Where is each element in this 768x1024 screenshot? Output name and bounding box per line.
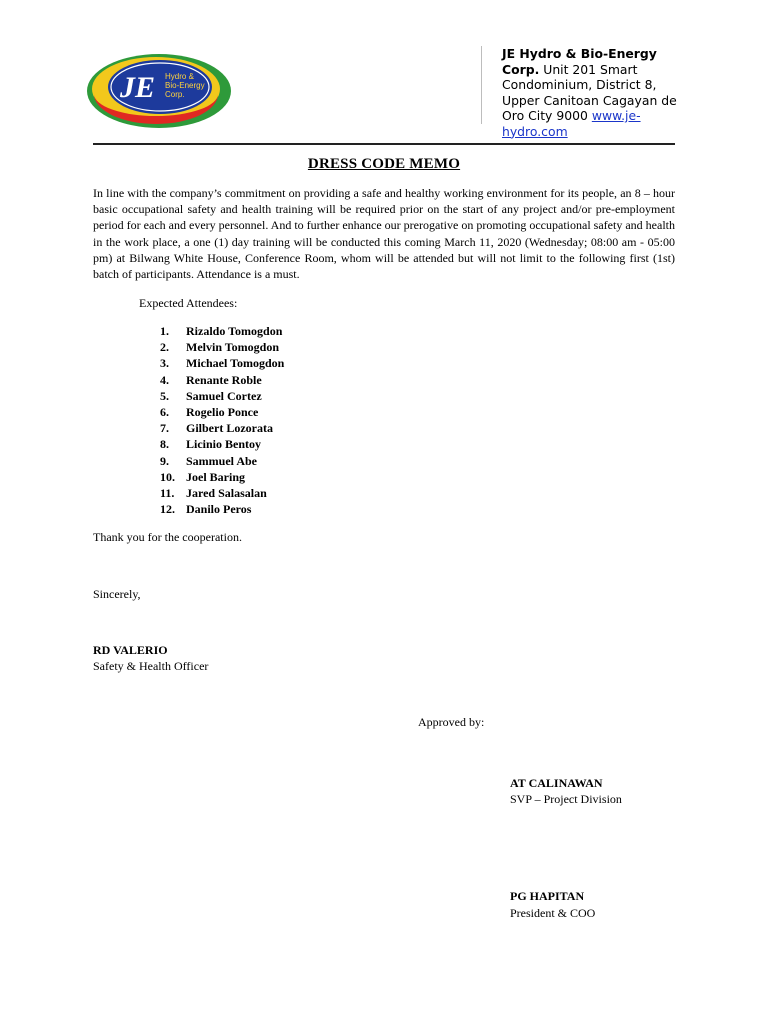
list-item — [160, 420, 284, 436]
company-logo — [86, 52, 232, 130]
memo-title-text: DRESS CODE MEMO — [307, 156, 461, 172]
list-item — [160, 372, 284, 388]
attendee-number: 9. — [160, 453, 169, 468]
list-item — [160, 404, 284, 420]
list-item — [160, 388, 284, 404]
attendee-name: Licinio Bentoy — [186, 437, 262, 452]
list-item — [160, 436, 284, 452]
attendees-label: Expected Attendees: — [139, 296, 238, 310]
list-item — [160, 485, 284, 501]
attendee-number: 5. — [160, 388, 169, 403]
attendees-list — [160, 323, 284, 517]
attendee-number: 1. — [160, 324, 169, 338]
memo-intro-paragraph: In line with the company’s commitment on providing a safe and healthy working environment for its people, an 8 – hour basic occupational safety and health training will be required prior on the start of any project and/or pre-employment period for each and every personnel. And to further enhance our prerogative on promoting occupational safety and health in the work place, a one (1) day training will be conducted this coming March 11, 2020 (Wednesday; 08:00 am - 05:00 pm) at Bilwang White House, Conference Room, whom will be attended but will not limit to the following first (1st) batch of participants. Attendance is a must. — [93, 186, 675, 282]
list-item — [160, 501, 284, 517]
logo-line-2: Bio-Energy — [165, 81, 205, 90]
company-website-link[interactable]: www.je-hydro.com — [502, 108, 641, 139]
attendee-number: 11. — [160, 486, 175, 501]
list-item — [160, 355, 284, 371]
header-divider — [481, 46, 482, 124]
attendee-number: 8. — [160, 437, 169, 452]
closing-text: Sincerely, — [93, 587, 141, 601]
company-address: Unit 201 Smart Condominium, District 8, Upper Canitoan Cagayan de Oro City 9000 — [502, 61, 677, 123]
list-item — [160, 323, 284, 339]
logo-line-1: Hydro & — [165, 72, 194, 81]
company-name: JE Hydro & Bio-Energy Corp. — [502, 46, 657, 77]
approved-by-label: Approved by: — [418, 715, 485, 729]
header-rule — [93, 143, 675, 145]
memo-title — [93, 156, 675, 173]
attendee-number: 6. — [160, 405, 169, 420]
approver-2-name: PG HAPITAN — [510, 889, 585, 903]
sender-name: RD VALERIO — [93, 643, 168, 657]
attendee-name: Michael Tomogdon — [186, 356, 285, 371]
attendee-number: 10. — [160, 469, 175, 484]
list-item — [160, 469, 284, 485]
company-info — [502, 46, 678, 139]
attendee-name: Sammuel Abe — [186, 453, 258, 468]
attendee-number: 3. — [160, 356, 169, 371]
attendee-number: 7. — [160, 421, 169, 436]
attendee-name: Gilbert Lozorata — [186, 421, 273, 436]
attendee-name: Samuel Cortez — [186, 388, 262, 403]
approver-1-title: SVP – Project Division — [510, 792, 622, 806]
attendee-name: Joel Baring — [186, 469, 245, 484]
attendee-name: Melvin Tomogdon — [186, 340, 280, 355]
list-item — [160, 339, 284, 355]
sender-title: Safety & Health Officer — [93, 659, 209, 673]
attendee-name: Jared Salasalan — [186, 486, 267, 501]
thanks-text: Thank you for the cooperation. — [93, 530, 242, 544]
list-item — [160, 453, 284, 469]
attendee-number: 2. — [160, 340, 169, 355]
approver-2-title: President & COO — [510, 906, 596, 920]
attendee-number: 4. — [160, 372, 169, 387]
attendee-name: Rizaldo Tomogdon — [186, 324, 283, 338]
approver-1-name: AT CALINAWAN — [510, 776, 603, 790]
attendee-number: 12. — [160, 502, 175, 517]
attendee-name: Rogelio Ponce — [186, 405, 259, 420]
attendee-name: Renante Roble — [186, 372, 262, 387]
logo-line-3: Corp. — [165, 90, 185, 99]
attendee-name: Danilo Peros — [186, 502, 252, 517]
logo-monogram: JE — [120, 71, 156, 104]
